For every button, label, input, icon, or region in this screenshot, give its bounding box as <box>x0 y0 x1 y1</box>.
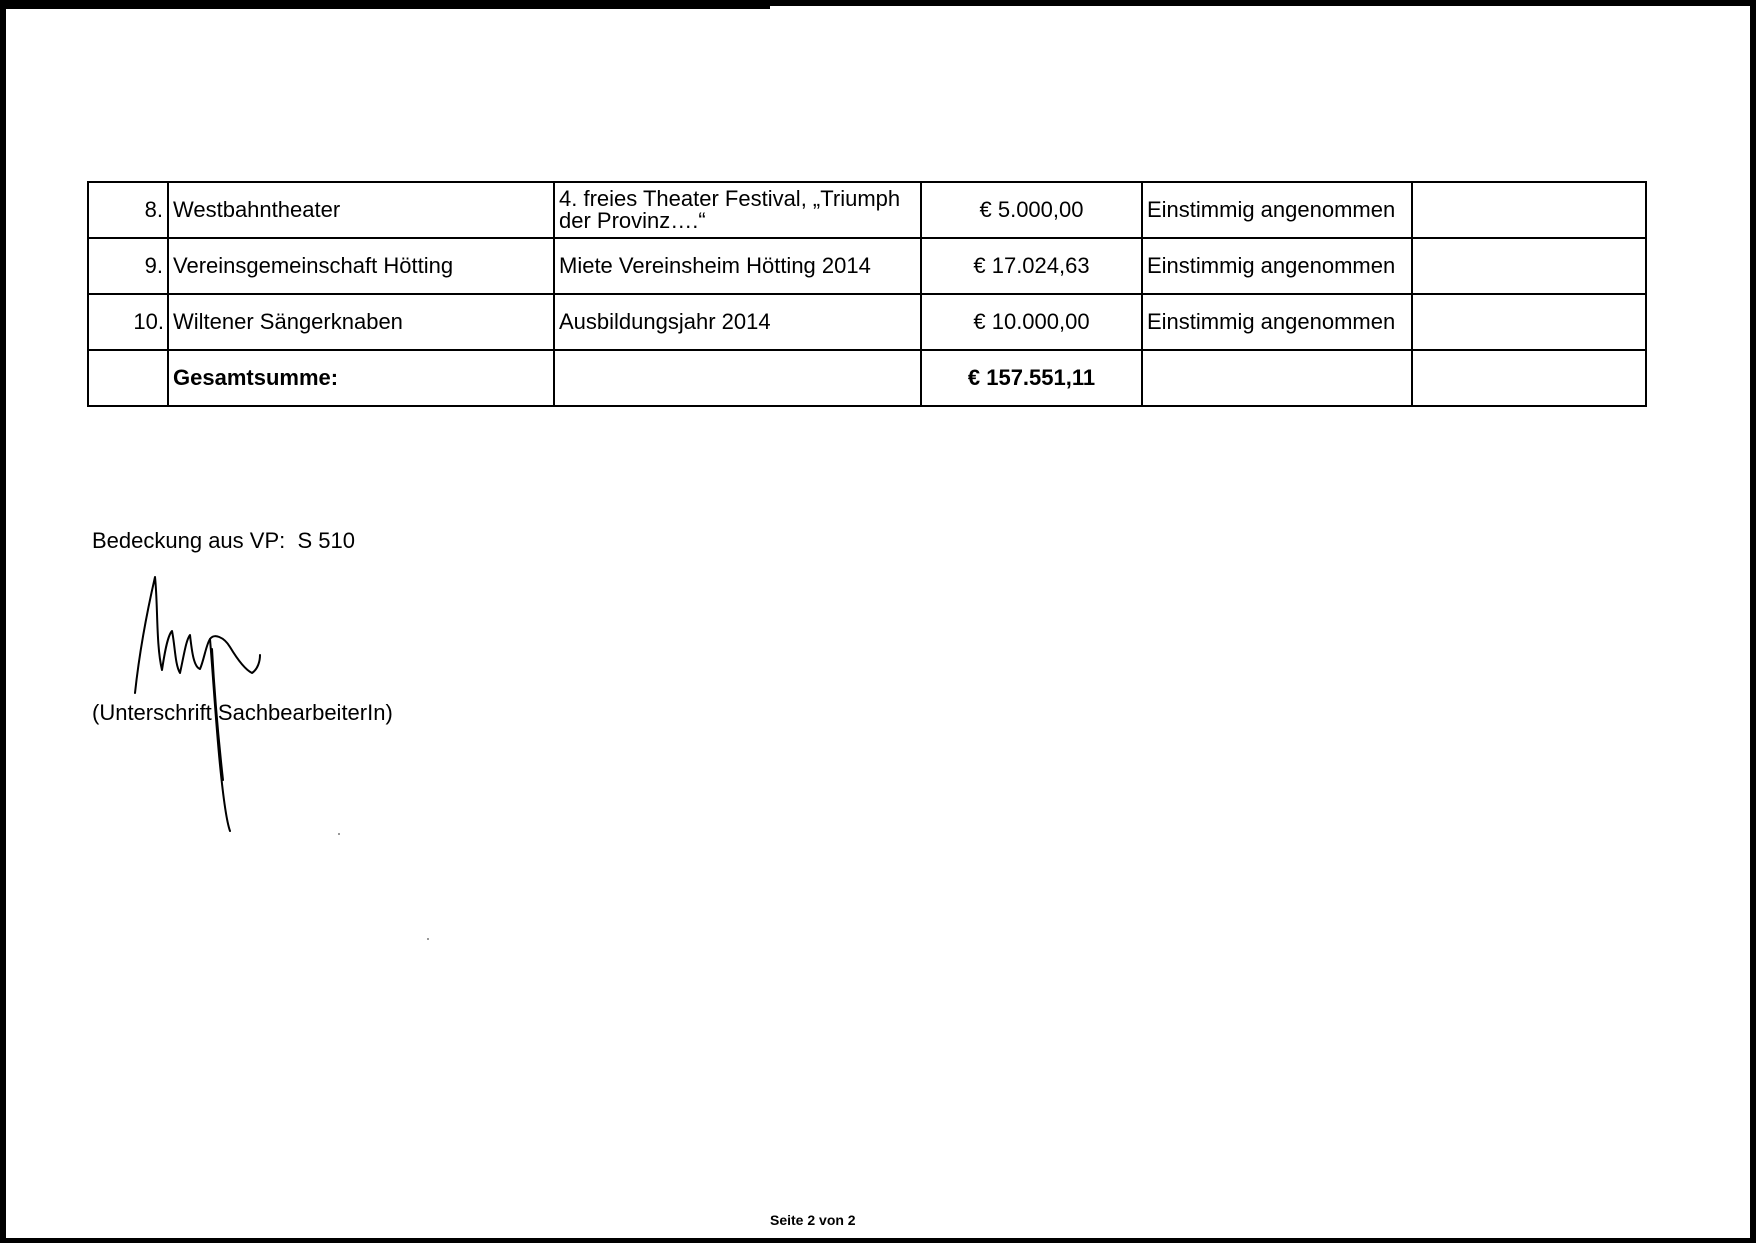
empty-cell <box>1412 182 1646 238</box>
scan-edge-top <box>0 0 770 9</box>
page-number: Seite 2 von 2 <box>770 1212 856 1228</box>
row-number: 10. <box>88 294 168 350</box>
amount: € 17.024,63 <box>921 238 1142 294</box>
budget-coverage-note: Bedeckung aus VP: S 510 <box>92 528 355 553</box>
amount: € 5.000,00 <box>921 182 1142 238</box>
decision: Einstimmig angenommen <box>1142 238 1412 294</box>
table-row <box>88 294 1646 350</box>
table-row <box>88 238 1646 294</box>
decision: Einstimmig angenommen <box>1142 182 1412 238</box>
empty-cell <box>1412 294 1646 350</box>
purpose: Miete Vereinsheim Hötting 2014 <box>554 238 921 294</box>
scan-edge-top <box>770 0 1756 5</box>
total-amount: € 157.551,11 <box>921 350 1142 406</box>
row-number <box>88 350 168 406</box>
signature-caption: (Unterschrift SachbearbeiterIn) <box>92 700 393 725</box>
purpose <box>554 350 921 406</box>
recipient-name: Vereinsgemeinschaft Hötting <box>168 238 554 294</box>
total-label: Gesamtsumme: <box>168 350 554 406</box>
empty-cell <box>1412 238 1646 294</box>
decision: Einstimmig angenommen <box>1142 294 1412 350</box>
scan-edge-right <box>1750 0 1756 1243</box>
empty-cell <box>1412 350 1646 406</box>
purpose: 4. freies Theater Festival, „Triumph der Provinz….“ <box>554 182 921 238</box>
row-number: 9. <box>88 238 168 294</box>
scan-speck <box>338 833 340 835</box>
row-number: 8. <box>88 182 168 238</box>
purpose: Ausbildungsjahr 2014 <box>554 294 921 350</box>
scan-speck <box>427 938 429 940</box>
recipient-name: Wiltener Sängerknaben <box>168 294 554 350</box>
total-row <box>88 350 1646 406</box>
amount: € 10.000,00 <box>921 294 1142 350</box>
table-row <box>88 182 1646 238</box>
recipient-name: Westbahntheater <box>168 182 554 238</box>
subsidy-table <box>87 181 1647 407</box>
decision <box>1142 350 1412 406</box>
